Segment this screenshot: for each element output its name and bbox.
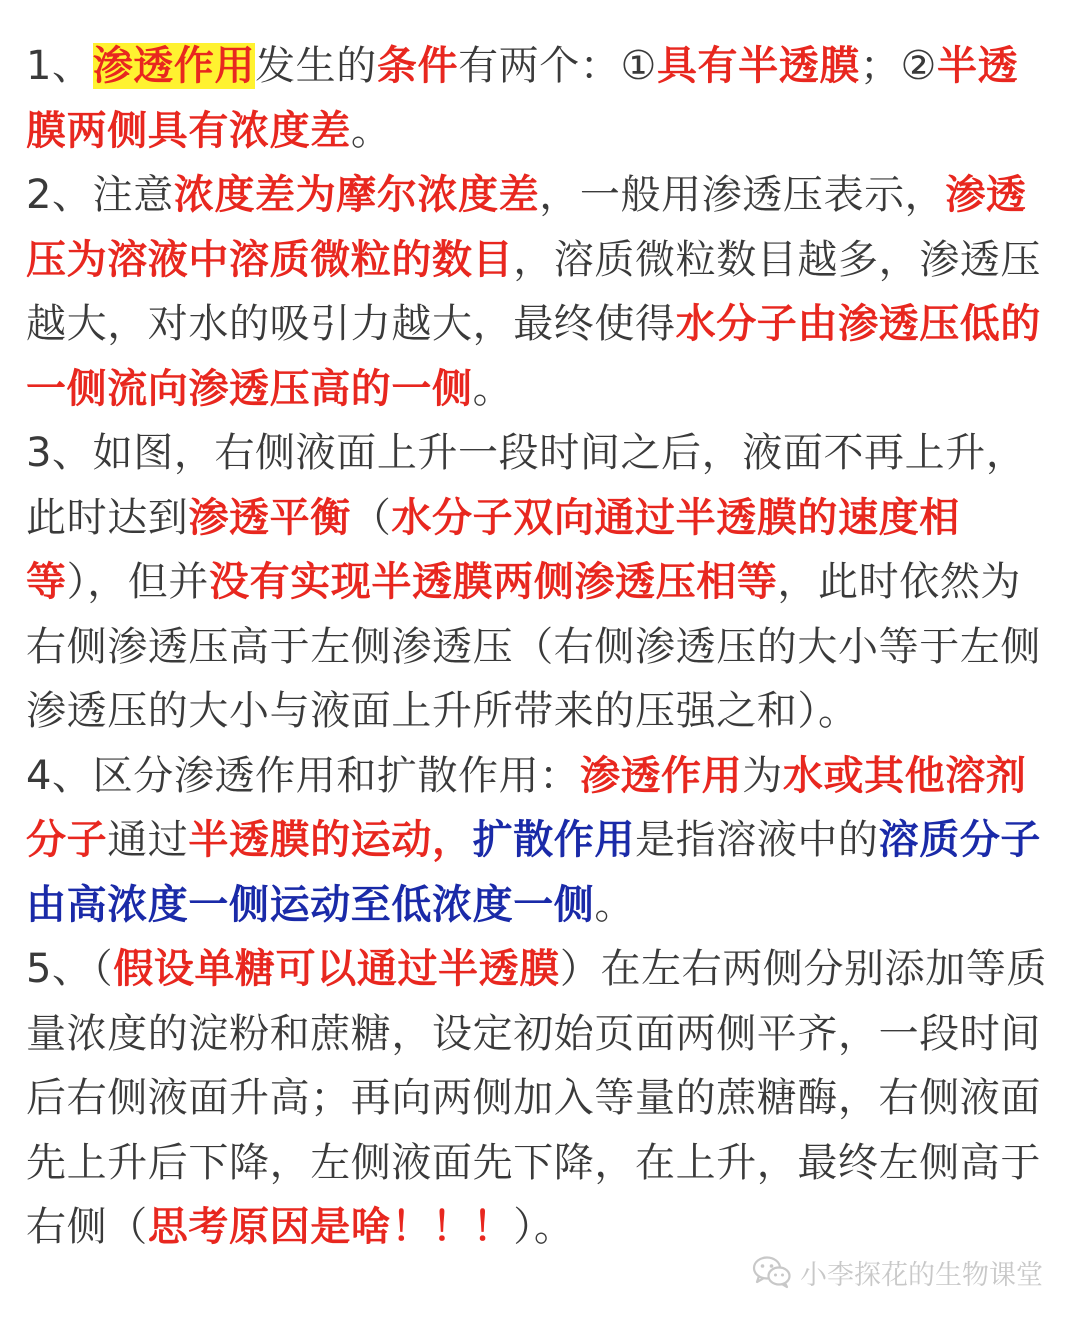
body-text: 5、（ [26,946,114,992]
paragraph-3 [26,421,1056,744]
body-text: （ [350,494,392,541]
body-text: 发生的 [255,43,377,89]
blue-emphasis-text: 溶质分子由高浓度一侧运动至低浓度一侧 [26,817,1042,928]
body-text: ，溶质微粒数目越多，渗透压越大，对水的吸引力越大，最终使得 [26,236,1042,347]
red-emphasis-text: 条件 [376,43,459,89]
body-text: 1、 [26,43,93,89]
red-emphasis-text: 水分子由渗透压低的一侧流向渗透压高的一侧 [26,301,1042,412]
watermark [752,1252,1043,1292]
red-emphasis-text: 渗透平衡 [188,494,351,541]
red-emphasis-text: 没有实现半透膜两侧渗透压相等 [209,559,778,605]
wechat-icon [752,1255,792,1289]
red-emphasis-text: 思考原因是啥！！！ [147,1204,514,1250]
paragraph-2 [26,163,1056,421]
body-text: 3、如图，右侧液面上升一段时间之后，液面不再上升，此时达到 [26,430,1027,541]
body-text: 。 [594,881,636,928]
red-emphasis-text: 渗透作用 [579,752,743,799]
red-emphasis-text: 浓度差为摩尔浓度差 [173,172,540,218]
paragraph-4 [26,744,1056,938]
red-emphasis-text: 半透膜两侧具有浓度差 [26,43,1019,154]
body-text: ）在左右两侧分别添加等质量浓度的淀粉和蔗糖，设定初始页面两侧平齐，一段时间后右侧液面升高；再向两侧加入等量的蔗糖酶，右侧液面先上升后下降，左侧液面先下降，在上升，最终左侧高于右侧（ [26,946,1048,1250]
body-text: 为 [742,752,783,799]
body-text: ），但并 [66,559,210,605]
body-text: 。 [472,365,514,412]
blue-emphasis-text: 扩散作用 [472,817,636,863]
red-emphasis-text: 假设单糖可以通过半透膜 [113,946,560,992]
highlighted-term: 渗透作用 [92,43,256,89]
document-body [26,34,1056,1260]
watermark-text: 小李探花的生物课堂 [800,1259,1043,1291]
red-emphasis-text: 渗透压为溶液中溶质微粒的数目 [26,172,1027,283]
red-emphasis-text: 具有半透膜 [656,43,860,89]
body-text: 。 [350,107,392,154]
red-emphasis-text: 水或其他溶剂分子 [26,752,1027,863]
red-emphasis-text: 水分子双向通过半透膜的速度相等 [26,494,960,605]
body-text: 4、区分渗透作用和扩散作用： [26,752,580,799]
paragraph-5 [26,937,1056,1260]
paragraph-1 [26,34,1056,163]
body-text: 通过 [107,817,189,863]
body-text: 有两个：① [458,43,657,89]
body-text: ；② [859,43,937,89]
body-text: 2、注意 [26,172,174,218]
body-text: ，一般用渗透压表示， [539,172,946,218]
red-emphasis-text: 半透膜的运动， [188,817,473,863]
body-text: ）。 [513,1204,575,1250]
body-text: 是指溶液中的 [635,817,879,863]
body-text: ，此时依然为右侧渗透压高于左侧渗透压（右侧渗透压的大小等于左侧渗透压的大小与液面上升所带来的压强之和）。 [26,559,1041,734]
